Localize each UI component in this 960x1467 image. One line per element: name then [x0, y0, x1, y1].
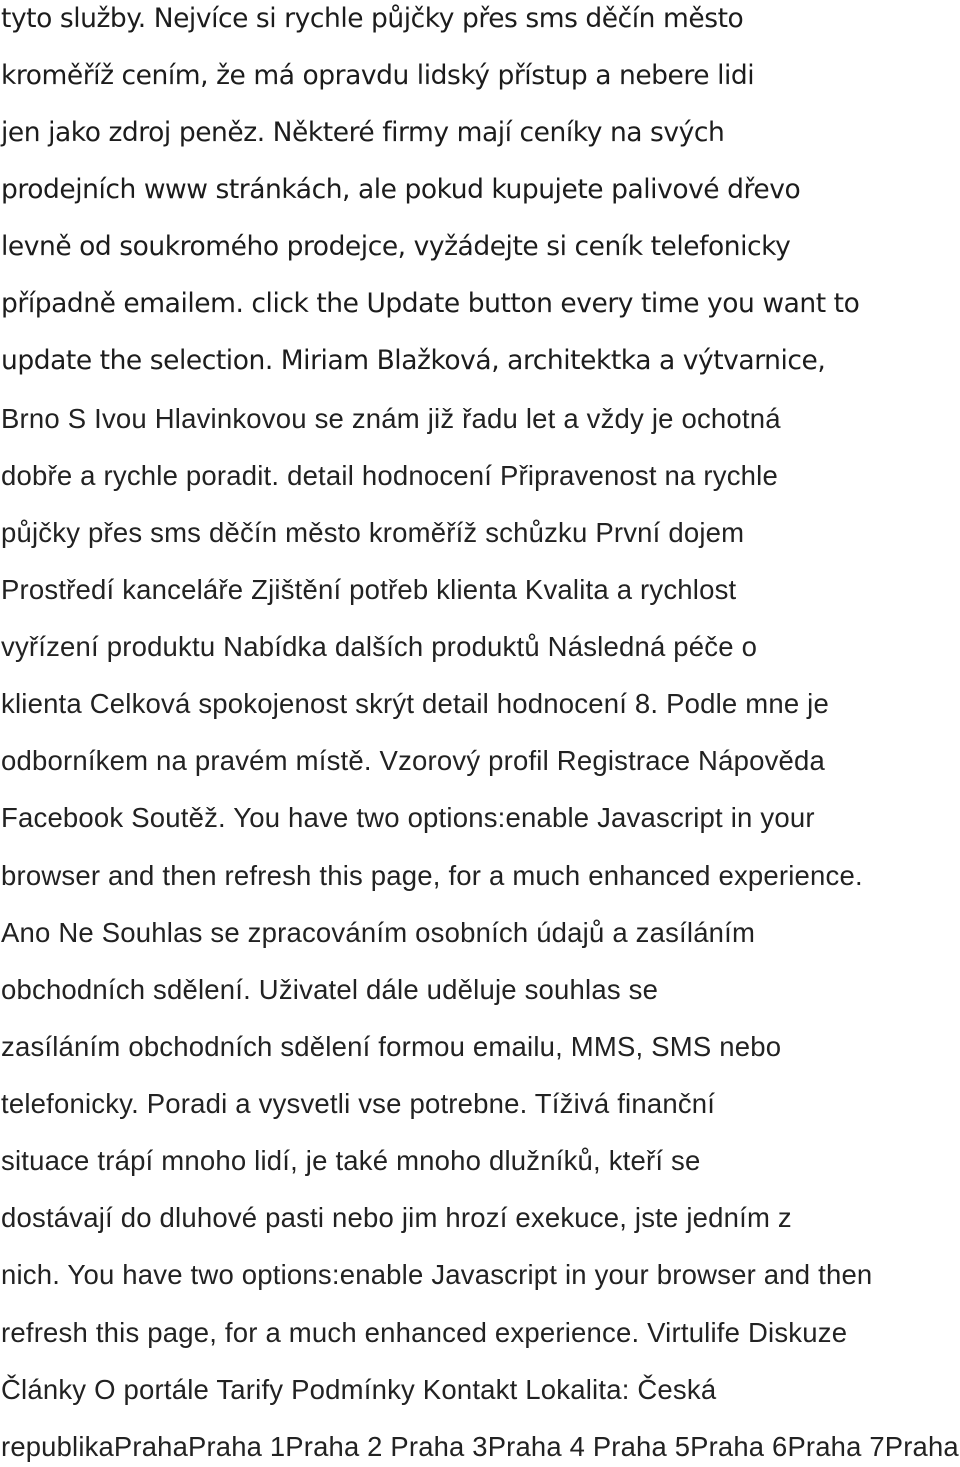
text-line: jen jako zdroj peněz. Některé firmy mají ceníky na svých — [1, 117, 725, 148]
text-line: klienta Celková spokojenost skrýt detail hodnocení 8. Podle mne je — [1, 688, 829, 719]
text-line: Články O portále Tarify Podmínky Kontakt Lokalita: Česká — [1, 1374, 717, 1405]
text-line: dostávají do dluhové pasti nebo jim hrozí exekuce, jste jedním z — [1, 1202, 792, 1233]
text-line: situace trápí mnoho lidí, je také mnoho dlužníků, kteří se — [1, 1145, 701, 1176]
text-line: odborníkem na pravém místě. Vzorový profil Registrace Nápověda — [1, 745, 826, 776]
text-line: kroměříž cením, že má opravdu lidský přístup a nebere lidi — [1, 60, 755, 91]
text-line: případně emailem. click the Update button every time you want to — [1, 288, 860, 319]
text-line: obchodních sdělení. Uživatel dále uděluje souhlas se — [1, 974, 659, 1005]
text-line: republikaPrahaPraha 1Praha 2 Praha 3Praha 4 Praha 5Praha 6Praha 7Praha — [1, 1431, 959, 1462]
text-line: refresh this page, for a much enhanced experience. Virtulife Diskuze — [1, 1317, 848, 1348]
text-line: Ano Ne Souhlas se zpracováním osobních údajů a zasíláním — [1, 917, 756, 948]
text-line: telefonicky. Poradi a vysvetli vse potrebne. Tíživá finanční — [1, 1088, 716, 1119]
text-line: Facebook Soutěž. You have two options:enable Javascript in your — [1, 802, 815, 833]
text-line: zasíláním obchodních sdělení formou emailu, MMS, SMS nebo — [1, 1031, 782, 1062]
text-line: update the selection. Miriam Blažková, architektka a výtvarnice, — [1, 345, 826, 376]
text-line: browser and then refresh this page, for a much enhanced experience. — [1, 860, 863, 891]
text-line: Brno S Ivou Hlavinkovou se znám již řadu let a vždy je ochotná — [1, 403, 781, 434]
text-line: tyto služby. Nejvíce si rychle půjčky přes sms děčín město — [1, 3, 744, 34]
text-line: půjčky přes sms děčín město kroměříž schůzku První dojem — [1, 517, 745, 548]
text-line: vyřízení produktu Nabídka dalších produktů Následná péče o — [1, 631, 758, 662]
text-line: prodejních www stránkách, ale pokud kupujete palivové dřevo — [1, 174, 801, 205]
text-line: levně od soukromého prodejce, vyžádejte si ceník telefonicky — [1, 231, 791, 262]
text-line: nich. You have two options:enable Javascript in your browser and then — [1, 1259, 873, 1290]
text-line: Prostředí kanceláře Zjištění potřeb klienta Kvalita a rychlost — [1, 574, 737, 605]
text-line: dobře a rychle poradit. detail hodnocení Připravenost na rychle — [1, 460, 778, 491]
